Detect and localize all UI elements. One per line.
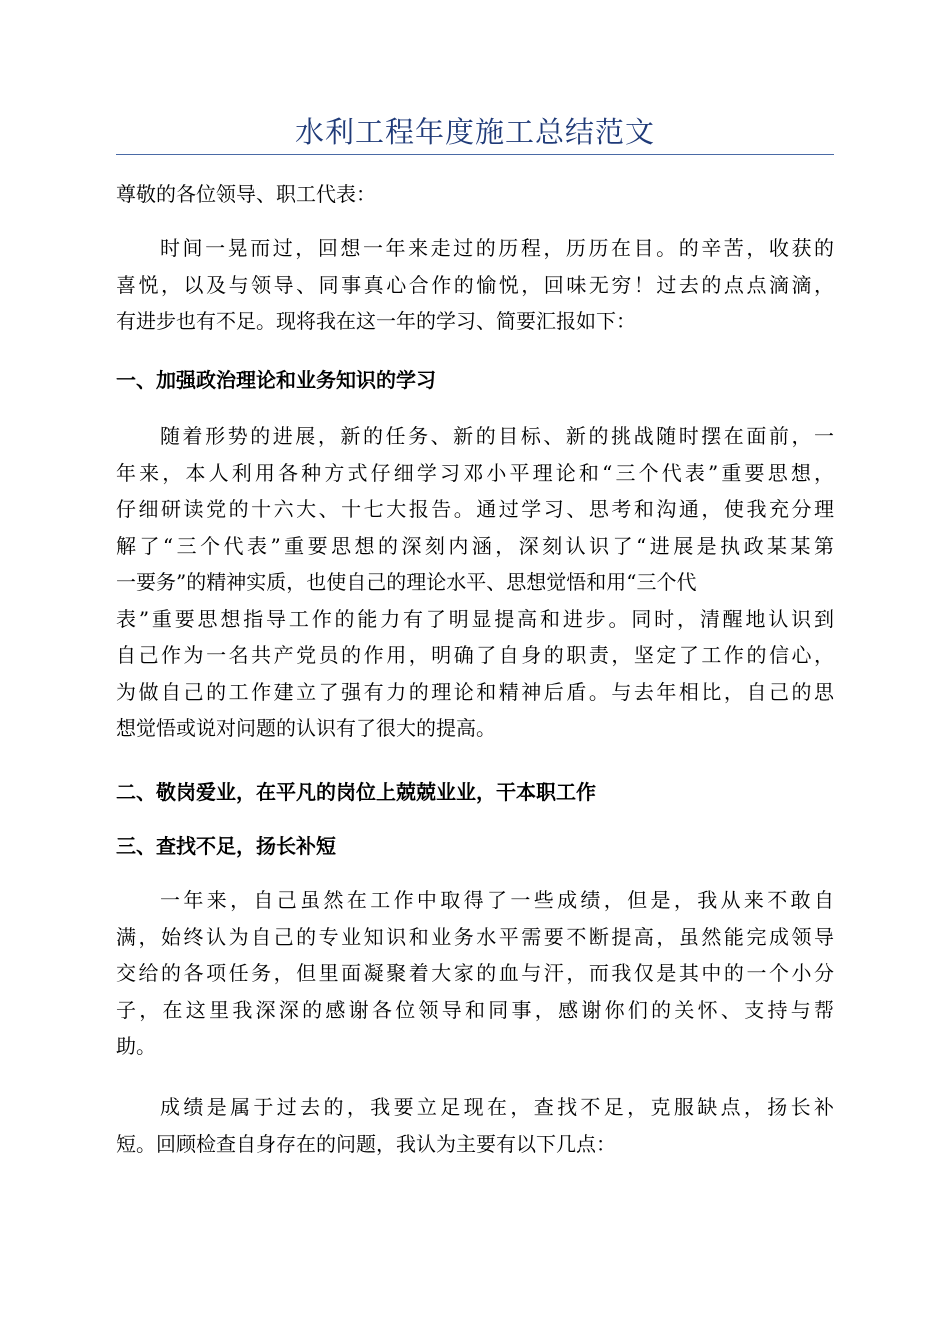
paragraph-line: 解了“三个代表”重要思想的深刻内涵，深刻认识了“进展是执政某某第 [116,533,834,558]
paragraph-line: 满，始终认为自己的专业知识和业务水平需要不断提高，虽然能完成领导 [116,924,834,949]
paragraph-line: 随着形势的进展，新的任务、新的目标、新的挑战随时摆在面前，一 [160,424,834,448]
intro-paragraph [116,230,834,340]
section-heading-2: 二、敬岗爱业，在平凡的岗位上兢兢业业，干本职工作 [116,780,596,804]
paragraph-line: 自己作为一名共产党员的作用，明确了自身的职责，坚定了工作的信心， [116,643,834,667]
paragraph-line: 一年来，自己虽然在工作中取得了一些成绩，但是，我从来不敢自 [160,888,834,912]
paragraph-line: 有进步也有不足。现将我在这一年的学习、简要汇报如下： [116,309,636,333]
paragraph-line: 一要务”的精神实质，也使自己的理论水平、思想觉悟和用“三个代 [116,570,697,594]
section1-paragraph [116,418,834,747]
paragraph-line: 短。回顾检查自身存在的问题，我认为主要有以下几点： [116,1131,616,1156]
paragraph-line: 年来，本人利用各种方式仔细学习邓小平理论和“三个代表”重要思想， [116,460,834,485]
title-underline [116,154,834,155]
paragraph-line: 喜悦，以及与领导、同事真心合作的愉悦，回味无穷！过去的点点滴滴， [116,272,834,297]
paragraph-line: 想觉悟或说对问题的认识有了很大的提高。 [116,716,496,740]
section3-paragraph-2 [116,1089,834,1162]
paragraph-line: 为做自己的工作建立了强有力的理论和精神后盾。与去年相比，自己的思 [116,679,834,704]
paragraph-line: 助。 [116,1034,156,1058]
paragraph-line: 成绩是属于过去的，我要立足现在，查找不足，克服缺点，扬长补 [160,1095,834,1119]
paragraph-line: 仔细研读党的十六大、十七大报告。通过学习、思考和沟通，使我充分理 [116,497,834,521]
section-heading-3: 三、查找不足，扬长补短 [116,834,336,858]
paragraph-line: 交给的各项任务，但里面凝聚着大家的血与汗，而我仅是其中的一个小分 [116,961,834,985]
paragraph-line: 时间一晃而过，回想一年来走过的历程，历历在目。的辛苦，收获的 [160,236,834,260]
paragraph-line: 子，在这里我深深的感谢各位领导和同事，感谢你们的关怀、支持与帮 [116,997,834,1022]
section-heading-1: 一、加强政治理论和业务知识的学习 [116,368,436,392]
document-title: 水利工程年度施工总结范文 [294,115,655,149]
paragraph-line: 表”重要思想指导工作的能力有了明显提高和进步。同时，清醒地认识到 [116,606,834,631]
salutation: 尊敬的各位领导、职工代表： [116,182,376,206]
section3-paragraph-1 [116,882,834,1065]
